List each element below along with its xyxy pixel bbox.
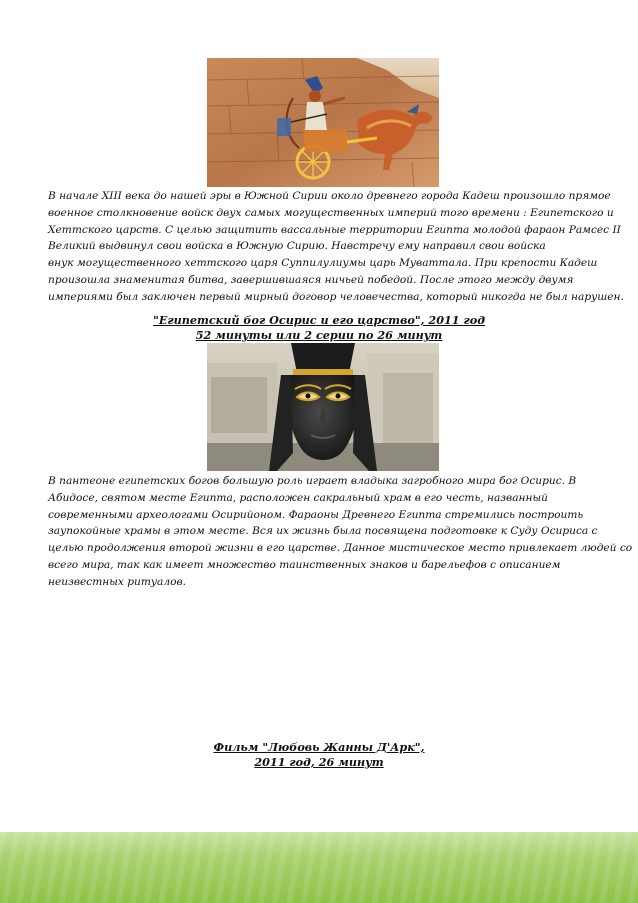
text-line: целью продолжения второй жизни в его царстве. Данное мистическое место привлекает людей со <box>48 542 633 555</box>
text-line: Абидосе, святом месте Египта, расположен сакральный храм в его честь, названный <box>48 491 548 504</box>
text-line: империями был заключен первый мирный договор человечества, который никогда не был нарушен. <box>48 290 624 303</box>
film-osiris-heading <box>0 313 638 343</box>
text-line: В начале XIII века до нашей эры в Южной Сирии около древнего города Кадеш произошло прямое <box>48 190 611 202</box>
film-osiris-title: "Египетский бог Осирис и его царство", 2011 год <box>153 313 485 327</box>
film-joan-duration: 2011 год, 26 минут <box>254 755 384 769</box>
text-line: заупокойные храмы в этом месте. Вся их жизнь была посвящена подготовке к Суду Осириса с <box>48 525 598 538</box>
text-line: военное столкновение войск двух самых могущественных империй того времени : Египетского и <box>48 206 614 219</box>
text-line: В пантеоне египетских богов большую роль играет владыка загробного мира бог Осирис. В <box>48 475 577 487</box>
chariot-relief-image <box>207 58 439 187</box>
text-line: Великий выдвинул свои войска в Южную Сирию. Навстречу ему направил свои войска <box>48 240 546 253</box>
text-line: Хеттского царств. С целью защитить вассальные территории Египта молодой фараон Рамсес II <box>48 223 621 236</box>
osiris-statue-graphic <box>207 343 439 471</box>
text-line: произошла знаменитая битва, завершившаяся ничьей победой. После этого между двумя <box>48 273 574 286</box>
text-line: современными археологами Осирийоном. Фараоны Древнего Египта стремились построить <box>48 508 584 521</box>
footer-decoration <box>0 832 638 903</box>
paragraph-kadesh <box>48 188 624 306</box>
film-joan-title: Фильм "Любовь Жанны Д'Арк", <box>213 740 425 754</box>
film-joan-heading <box>0 740 638 770</box>
paragraph-osiris <box>48 473 633 591</box>
text-line: неизвестных ритуалов. <box>48 575 186 588</box>
chariot-relief-graphic <box>207 58 439 187</box>
osiris-statue-image <box>207 343 439 471</box>
film-osiris-duration: 52 минуты или 2 серии по 26 минут <box>195 328 443 342</box>
text-line: внук могущественного хеттского царя Суппилулиумы царь Муваттала. При крепости Кадеш <box>48 257 598 270</box>
text-line: всего мира, так как имеет множество таинственных знаков и барельефов с описанием <box>48 558 561 571</box>
